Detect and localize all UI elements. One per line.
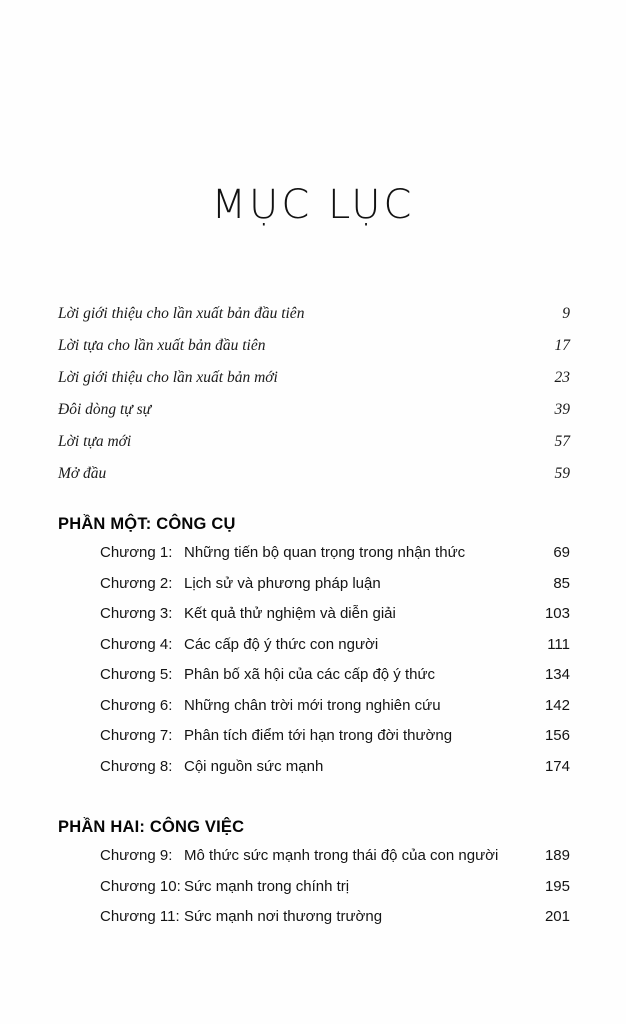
chapter-title: Mô thức sức mạnh trong thái độ của con người (184, 847, 499, 864)
list-item[interactable] (58, 369, 570, 401)
chapter-title: Cội nguồn sức mạnh (184, 757, 324, 775)
list-item[interactable] (58, 847, 570, 878)
entry-page: 59 (554, 465, 570, 482)
list-item[interactable] (58, 305, 570, 337)
list-item[interactable] (58, 636, 570, 667)
entry-page: 9 (562, 305, 570, 322)
chapter-number: Chương 6: (100, 696, 173, 714)
list-item[interactable] (58, 605, 570, 636)
part-title: PHẦN MỘT: CÔNG CỤ (58, 515, 236, 533)
entry-label: Đôi dòng tự sự (58, 401, 152, 418)
list-item[interactable] (58, 666, 570, 697)
list-item[interactable] (58, 433, 570, 465)
chapter-title: Phân bố xã hội của các cấp độ ý thức (184, 666, 436, 683)
list-item[interactable] (58, 465, 570, 497)
entry-page: 57 (554, 433, 570, 450)
chapter-number: Chương 7: (100, 727, 173, 744)
list-item[interactable] (58, 908, 570, 939)
entry-page: 17 (554, 337, 570, 354)
chapter-page: 134 (544, 666, 570, 683)
chapter-number: Chương 5: (100, 666, 173, 683)
chapter-title: Kết quả thử nghiệm và diễn giải (184, 605, 396, 622)
entry-label: Lời tựa mới (58, 433, 132, 450)
chapter-number: Chương 3: (100, 605, 173, 622)
part-two-section (58, 818, 570, 939)
chapter-number: Chương 2: (100, 574, 173, 592)
list-item[interactable] (58, 758, 570, 789)
entry-label: Lời giới thiệu cho lần xuất bản đầu tiên (58, 305, 305, 322)
chapter-number: Chương 4: (100, 635, 173, 653)
chapter-title: Sức mạnh trong chính trị (184, 877, 350, 895)
front-matter-list (58, 305, 570, 497)
chapter-number: Chương 10: (100, 877, 181, 895)
list-item[interactable] (58, 337, 570, 369)
chapter-page: 195 (544, 877, 570, 895)
entry-label: Lời giới thiệu cho lần xuất bản mới (58, 369, 278, 386)
entry-label: Lời tựa cho lần xuất bản đầu tiên (58, 337, 266, 354)
chapter-number: Chương 1: (100, 544, 173, 561)
chapter-page: 69 (553, 544, 570, 561)
chapter-page: 103 (544, 605, 570, 622)
chapter-title: Những chân trời mới trong nghiên cứu (184, 696, 441, 714)
entry-page: 23 (554, 369, 570, 386)
chapter-title: Phân tích điểm tới hạn trong đời thường (184, 727, 453, 744)
chapter-page: 142 (544, 696, 570, 714)
chapter-number: Chương 11: (100, 908, 180, 925)
chapter-page: 156 (544, 727, 570, 744)
part-one-section (58, 515, 570, 788)
entry-label: Mở đầu (58, 465, 107, 482)
entry-page: 39 (554, 401, 570, 418)
list-item[interactable] (58, 727, 570, 758)
chapter-page: 189 (544, 847, 570, 864)
chapter-title: Các cấp độ ý thức con người (184, 635, 379, 653)
chapter-page: 111 (547, 635, 570, 653)
chapter-title: Những tiến bộ quan trọng trong nhận thức (184, 544, 466, 561)
list-item[interactable] (58, 878, 570, 909)
chapter-number: Chương 8: (100, 757, 173, 775)
chapter-title: Lịch sử và phương pháp luận (184, 574, 381, 592)
chapter-page: 201 (544, 908, 570, 925)
chapter-number: Chương 9: (100, 847, 173, 864)
list-item[interactable] (58, 401, 570, 433)
list-item[interactable] (58, 544, 570, 575)
list-item[interactable] (58, 697, 570, 728)
list-item[interactable] (58, 575, 570, 606)
part-title: PHẦN HAI: CÔNG VIỆC (58, 818, 245, 836)
page-title: MỤC LỤC (211, 182, 415, 228)
chapter-title: Sức mạnh nơi thương trường (184, 908, 383, 925)
chapter-page: 85 (553, 574, 570, 592)
chapter-page: 174 (544, 757, 570, 775)
